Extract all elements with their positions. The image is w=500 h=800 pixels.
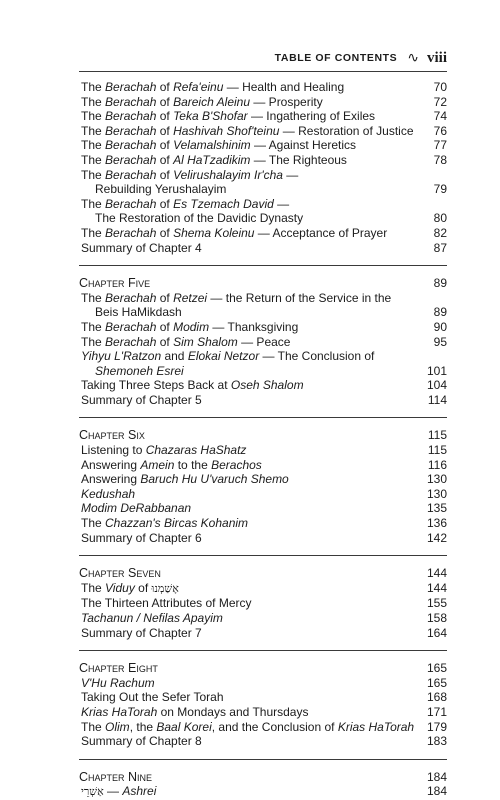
toc-entry: [79, 676, 447, 691]
chapter-heading: [79, 566, 447, 581]
entry-title-segment: The: [81, 580, 106, 595]
page-number: 184: [426, 784, 447, 799]
entry-title-segment: Krias HaTorah: [337, 719, 415, 734]
entry-title-segment: Modim DeRabbanan: [81, 501, 192, 516]
entry-title-segment: Retzei: [173, 290, 208, 305]
toc-entry: [79, 501, 447, 516]
entry-title-segment: Berachah: [105, 167, 157, 182]
entry-title-segment: The: [81, 225, 106, 240]
header-page-number: viii: [426, 49, 447, 66]
entry-title-segment: of: [156, 167, 174, 182]
entry-title: [79, 596, 252, 611]
entry-title-segment: The: [81, 138, 106, 153]
entry-title-segment: — Restoration of Justice: [279, 123, 414, 138]
chapter-divider: [79, 650, 447, 651]
entry-title-segment: Chazzan's Bircas Kohanim: [105, 516, 249, 531]
entry-title: [79, 378, 304, 393]
entry-title-segment: Berachah: [105, 225, 157, 240]
entry-title-segment: Summary of Chapter 5: [81, 392, 202, 407]
page-number: 80: [433, 211, 447, 226]
toc-entry: [79, 95, 447, 110]
page-number: 104: [426, 378, 447, 393]
page-number: 77: [433, 138, 447, 153]
toc-entry: [79, 378, 447, 393]
page-number: 155: [426, 596, 447, 611]
page-number: 89: [433, 276, 447, 291]
entry-title-segment: Tachanun / Nefilas Apayim: [81, 611, 223, 625]
entry-title: [79, 197, 303, 226]
page-number: 76: [433, 123, 447, 138]
entry-title-segment: of: [156, 80, 174, 94]
entry-title-segment: The: [81, 123, 106, 138]
entry-title: [79, 501, 191, 516]
entry-title-segment: of: [156, 109, 174, 124]
entry-title-segment: Elokai Netzor: [187, 349, 260, 364]
entry-title-segment: The: [81, 94, 106, 109]
toc-entry: [79, 109, 447, 124]
page-number: 70: [433, 80, 447, 94]
entry-title-segment: Baal Korei: [156, 719, 212, 734]
entry-title-continuation: [81, 182, 298, 197]
entry-title-segment: Velamalshinim: [173, 138, 251, 153]
entry-title: [79, 690, 224, 705]
chapter-title: Chapter Seven: [79, 566, 161, 581]
toc-entry: [79, 393, 447, 408]
entry-title-segment: Rebuilding Yerushalayim: [95, 182, 227, 197]
entry-title: [79, 95, 323, 110]
entry-title-segment: The: [81, 290, 106, 305]
toc-entry: [79, 626, 447, 641]
toc-entry: [79, 531, 447, 546]
entry-title-segment: Krias HaTorah: [81, 704, 158, 719]
entry-title-segment: Amein: [140, 457, 175, 472]
entry-title: [79, 734, 202, 749]
entry-title: [79, 153, 347, 168]
toc-entry: [79, 611, 447, 626]
entry-title-segment: Answering: [81, 457, 141, 472]
entry-title-segment: The: [81, 167, 106, 182]
entry-title-segment: — Prosperity: [250, 94, 323, 109]
page-number: 78: [433, 152, 447, 167]
header-title: TABLE OF CONTENTS: [274, 52, 398, 64]
entry-title: [79, 241, 202, 256]
page-number: 130: [426, 486, 447, 501]
entry-title-segment: Chazaras HaShatz: [145, 443, 247, 458]
entry-title-segment: — Thanksgiving: [209, 319, 299, 334]
toc-entry: [79, 720, 447, 735]
entry-title-segment: — Ingathering of Exiles: [247, 109, 376, 124]
toc-entry: [79, 443, 447, 458]
entry-title-segment: Olim: [105, 719, 130, 734]
page-number: 136: [426, 516, 447, 531]
entry-title: [79, 516, 248, 531]
toc-entry: [79, 335, 447, 350]
page-number: 158: [426, 611, 447, 625]
page-number: 171: [426, 704, 447, 719]
entry-title-segment: Berachah: [105, 109, 157, 124]
entry-title-segment: Listening to: [81, 443, 146, 458]
entry-title: [79, 168, 298, 197]
entry-title-segment: — Health and Healing: [223, 80, 345, 94]
toc-entry: [79, 197, 447, 226]
toc-entry: [79, 734, 447, 749]
entry-title: [79, 393, 202, 408]
entry-title-segment: Shemoneh Esrei: [95, 363, 184, 378]
chapter-heading: [79, 661, 447, 676]
page-number: 101: [426, 363, 447, 378]
entry-title-segment: Berachah: [105, 80, 157, 94]
entry-title-segment: אַשְׁרֵי: [81, 785, 104, 799]
chapter-divider: [79, 265, 447, 266]
toc-entry: [79, 472, 447, 487]
entry-title: [79, 458, 262, 473]
entry-title-segment: The: [81, 196, 106, 211]
entry-title-segment: Es Tzemach David: [173, 196, 274, 211]
toc-entry: [79, 458, 447, 473]
entry-title-segment: Summary of Chapter 4: [81, 240, 202, 255]
entry-title-segment: Al HaTzadikim: [173, 152, 251, 167]
entry-title-segment: Taking Three Steps Back at: [81, 378, 231, 393]
toc-entry: [79, 349, 447, 378]
chapter-heading: [79, 276, 447, 291]
entry-title-segment: , and the Conclusion of: [211, 719, 338, 734]
page-number: 135: [426, 501, 447, 516]
entry-title-segment: on Mondays and Thursdays: [157, 704, 309, 719]
entry-title-segment: Berachah: [105, 319, 157, 334]
entry-title-segment: of: [156, 123, 174, 138]
chapter-title: Chapter Eight: [79, 661, 158, 676]
page-number: 82: [433, 225, 447, 240]
entry-title: [79, 611, 223, 626]
entry-title-segment: and: [161, 349, 188, 364]
entry-title-continuation: [81, 364, 374, 379]
entry-title-segment: — the Return of the Service in the: [207, 290, 392, 305]
entry-title-continuation: [81, 305, 391, 320]
entry-title-continuation: [81, 211, 303, 226]
entry-title: [79, 487, 135, 502]
chapter-title: Chapter Six: [79, 428, 145, 443]
toc-entry: [79, 291, 447, 320]
entry-title-segment: , the: [129, 719, 157, 734]
entry-title-segment: —: [103, 784, 123, 799]
entry-title-segment: אָשַׁמְנוּ: [151, 581, 179, 595]
page-number: 165: [426, 661, 447, 676]
entry-title-segment: of: [156, 94, 174, 109]
page-number: 144: [426, 566, 447, 581]
entry-title: [79, 124, 414, 139]
toc-entry: [79, 124, 447, 139]
chapter-divider: [79, 555, 447, 556]
entry-title-segment: Berachos: [211, 457, 262, 472]
entry-title-segment: Berachah: [105, 138, 157, 153]
entry-title-segment: Sim Shalom: [173, 334, 238, 349]
entry-title-segment: The: [81, 319, 106, 334]
entry-title-segment: Shema Koleinu: [173, 225, 255, 240]
entry-title-segment: of: [156, 196, 174, 211]
entry-title-segment: Bareich Aleinu: [173, 94, 251, 109]
toc-entry: [79, 241, 447, 256]
page-number: 116: [427, 457, 447, 472]
entry-title-segment: Hashivah Shof'teinu: [173, 123, 280, 138]
toc-entry: [79, 226, 447, 241]
toc-entry: [79, 705, 447, 720]
toc-entry: [79, 487, 447, 502]
entry-title-segment: Ashrei: [122, 784, 157, 799]
entry-title-segment: Teka B'Shofar: [173, 109, 248, 124]
entry-title-segment: The: [81, 516, 106, 531]
chapter-heading: [79, 770, 447, 785]
entry-title-segment: — Peace: [237, 334, 291, 349]
page-number: 142: [426, 530, 447, 545]
entry-title-segment: — Against Heretics: [250, 138, 357, 153]
entry-title: [79, 676, 155, 691]
entry-title-segment: Summary of Chapter 7: [81, 625, 202, 640]
entry-title-segment: The: [81, 80, 106, 94]
entry-title-segment: The: [81, 334, 106, 349]
chapter-title: Chapter Five: [79, 276, 151, 291]
entry-title-segment: of: [156, 138, 174, 153]
entry-title-segment: Summary of Chapter 8: [81, 734, 202, 749]
entry-title: [79, 80, 344, 95]
page-number: 165: [426, 675, 447, 690]
entry-title-segment: Yihyu L'Ratzon: [81, 349, 162, 364]
entry-title-segment: Beis HaMikdash: [95, 305, 182, 320]
entry-title-segment: Velirushalayim Ir'cha: [173, 167, 283, 182]
entry-title-segment: of: [156, 225, 174, 240]
entry-title-segment: The Restoration of the Davidic Dynasty: [95, 211, 304, 226]
toc-entry: [79, 168, 447, 197]
entry-title-segment: The Thirteen Attributes of Mercy: [81, 596, 252, 611]
entry-title: [79, 335, 290, 350]
page-number: 89: [433, 305, 447, 320]
entry-title: [79, 138, 356, 153]
entry-title: [79, 443, 246, 458]
entry-title-segment: Answering: [81, 472, 141, 487]
entry-title-segment: Oseh Shalom: [230, 378, 304, 393]
entry-title-segment: Viduy: [105, 580, 135, 595]
header-rule: [79, 71, 447, 72]
entry-title-segment: Modim: [173, 319, 210, 334]
entry-title-segment: Berachah: [105, 196, 157, 211]
table-of-contents: [79, 80, 447, 800]
page-number: 115: [427, 443, 447, 458]
page-number: 168: [426, 690, 447, 705]
entry-title: [79, 349, 374, 378]
entry-title-segment: Berachah: [105, 152, 157, 167]
entry-title: [79, 320, 298, 335]
entry-title-segment: Kedushah: [81, 486, 136, 501]
entry-title-segment: —: [282, 167, 299, 182]
chapter-divider: [79, 759, 447, 760]
entry-title-segment: of: [156, 334, 174, 349]
entry-title-segment: Berachah: [105, 290, 157, 305]
chapter-divider: [79, 417, 447, 418]
toc-entry: [79, 581, 447, 597]
entry-title-segment: V'Hu Rachum: [81, 675, 155, 690]
entry-title: [79, 226, 387, 241]
page-number: 184: [426, 769, 447, 784]
entry-title-segment: Berachah: [105, 94, 157, 109]
page-number: 74: [433, 109, 447, 124]
entry-title: [79, 531, 202, 546]
page-number: 114: [427, 392, 447, 407]
toc-entry: [79, 784, 447, 800]
entry-title-segment: Summary of Chapter 6: [81, 530, 202, 545]
page-number: 130: [426, 472, 447, 487]
entry-title-segment: Baruch Hu U'varuch Shemo: [140, 472, 289, 487]
entry-title-segment: — The Conclusion of: [259, 349, 375, 364]
page-number: 90: [433, 319, 447, 334]
entry-title-segment: — Acceptance of Prayer: [254, 225, 388, 240]
entry-title-segment: Berachah: [105, 334, 157, 349]
page-number: 183: [426, 734, 447, 749]
entry-title-segment: —: [273, 196, 290, 211]
entry-title-segment: of: [134, 580, 152, 595]
entry-title-segment: — The Righteous: [250, 152, 347, 167]
entry-title: [79, 581, 179, 597]
toc-entry: [79, 320, 447, 335]
entry-title-segment: Berachah: [105, 123, 157, 138]
entry-title: [79, 705, 308, 720]
entry-title: [79, 291, 391, 320]
entry-title-segment: The: [81, 109, 106, 124]
page-number: 179: [426, 719, 447, 734]
page-number: 79: [433, 182, 447, 197]
entry-title-segment: of: [156, 290, 174, 305]
chapter-heading: [79, 428, 447, 443]
toc-entry: [79, 153, 447, 168]
entry-title-segment: Refa'einu: [173, 80, 224, 94]
toc-entry: [79, 516, 447, 531]
entry-title: [79, 626, 202, 641]
entry-title-segment: of: [156, 152, 174, 167]
toc-entry: [79, 138, 447, 153]
entry-title: [79, 109, 375, 124]
entry-title-segment: The: [81, 152, 106, 167]
page-number: 115: [427, 428, 447, 443]
page-number: 72: [433, 94, 447, 109]
entry-title: [79, 472, 289, 487]
page-number: 164: [426, 625, 447, 640]
page-number: 95: [433, 334, 447, 349]
toc-entry: [79, 80, 447, 95]
entry-title: [79, 720, 414, 735]
entry-title: [79, 784, 156, 800]
chapter-title: Chapter Nine: [79, 769, 153, 784]
running-header: [79, 50, 447, 66]
toc-entry: [79, 690, 447, 705]
entry-title-segment: of: [156, 319, 174, 334]
entry-title-segment: to the: [174, 457, 212, 472]
toc-entry: [79, 596, 447, 611]
page-number: 87: [433, 240, 447, 255]
ornament-icon: ∿: [407, 50, 419, 66]
page-number: 144: [426, 580, 447, 595]
entry-title-segment: Taking Out the Sefer Torah: [81, 690, 224, 705]
entry-title-segment: The: [81, 719, 106, 734]
